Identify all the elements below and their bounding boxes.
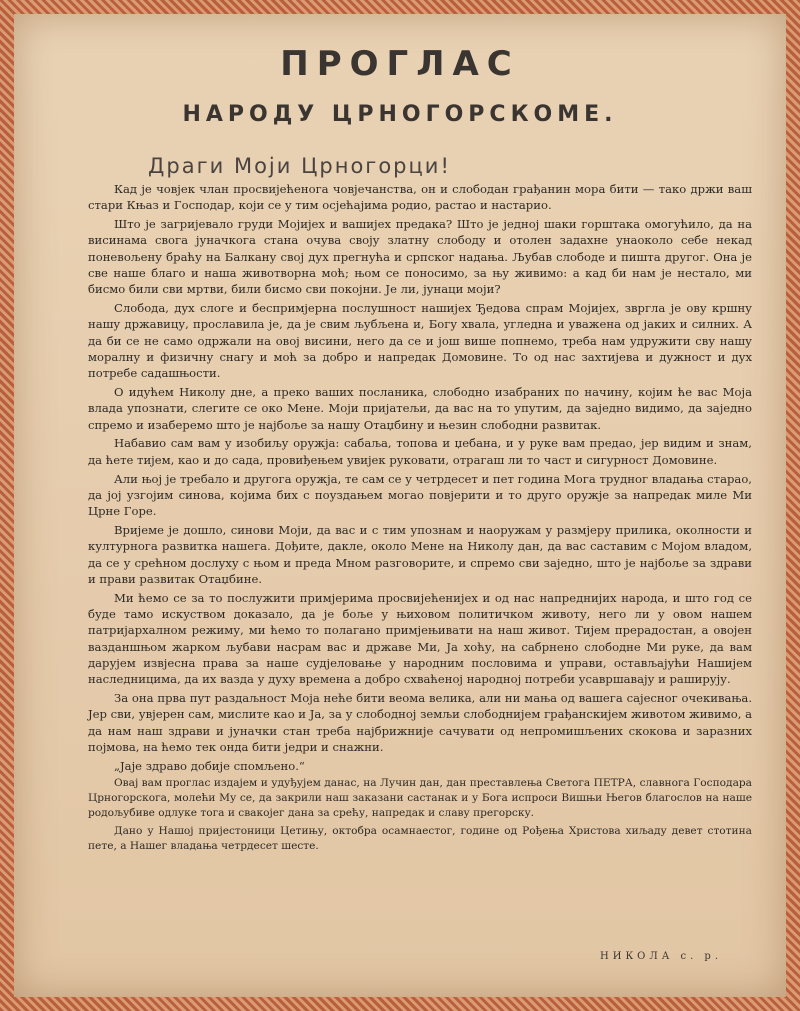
paragraph-6: Али њој је требало и другога оружја, те сам се у четрдесет и пет година Мога трудног владања старао, да јој узгојим синова, којима бих с поуздањем могао повјерити и то друго оружје за напредак миле Ми Црне Горе. (88, 471, 752, 519)
paragraph-2: Што је загријевало груди Мојијех и вашијех предака? Што је једној шаки горштака омогућило, да на висинама свога јуначкога стана очува своју златну слободу и отолен задахне унаоколо себе некад поневољену браћу на Балкану свој дух прегнућа и српског надања. Љубав слободе и пишта другог. Она је све наше благо и наша животворна моћ; њом се поносимо, за њу живимо: а кад би нам је нестало, ми бисмо били сви мртви, били бисмо сви покојни. Је ли, јунаци моји? (88, 217, 752, 297)
paragraph-7: Вријеме је дошло, синови Моји, да вас и с тим упознам и наоружам у размјеру прилика, околности и културнога развитка нашега. Дођите, дакле, около Мене на Николу дан, да вас саставим с Мојом владом, да се у срећном дослуху с њом и преда Мном разговорите, и спремо сви заједно, што је најбоље за здрави и прави развитак Отаџбине. (88, 522, 752, 586)
greeting-line: Драги Моји Црногорци! (148, 154, 451, 178)
closing-paragraph-2: Дано у Нашој пријестоници Цетињу, октобра осамнаестог, године од Рођења Христова хиљаду девет стотина пете, а Нашег владања четрдесет шесте. (88, 824, 752, 852)
paragraph-5: Набавио сам вам у изобиљу оружја: сабаља, топова и џебана, и у руке вам предао, јер видим и знам, да ћете тијем, као и до сада, провиђењем увијек руковати, отрагаш ли то част и сигурност Домовине. (88, 436, 752, 467)
paragraph-1: Кад је човјек члан просвијећенога човјечанства, он и слободан грађанин мора бити — тако држи ваш стари Књаз и Господар, који се у тим осјећајима родио, растао и настарио. (88, 182, 752, 213)
proverb-line: „Јаје здраво добије спомљено.“ (114, 758, 305, 773)
paragraph-8: Ми ћемо се за то послужити примјерима просвијећенијех и од нас напреднијих народа, и што год се буде тамо искуством доказало, да је боље у њиховом политичком животу, него ли у овом нашем патријархалном режиму, ми ћемо то полагано примјењивати на наш живот. Тијем прерадостан, а овојен вазданшњом жарком љубави насрам вас и државе Ми, Ја хоћу, на сабрнено слободне Ми руке, да вам дарујем извјесна права за наше судјеловање у народним пословима и управи, остављајући Нашијем наследницима, да их вазда у духу времена а добро схваћеној народној потреби усавршавају и раширују. (88, 590, 752, 687)
document-subtitle: НАРОДУ ЦРНОГОРСКОМЕ. (182, 102, 618, 127)
paragraph-4: О идућем Николу дне, а преко ваших посланика, слободно изабраних по начину, којим ће вас Моја влада упознати, слегите се око Мене. Моји пријатељи, да вас на то упутим, да заједно видимо, да заједно спремо и изаберемо што је најбоље за нашу Отаџбину и њезин слободни развитак. (88, 385, 752, 432)
paragraph-9: За она прва пут раздаљност Моја неће бити веома велика, али ни мања од вашега сајесног очекивања. Јер сви, увјерен сам, мислите као и Ја, за у слободној земљи слободнијем грађанскијем животом живимо, а да нам наш здрави и јуначки стан треба најбрижније сачувати од непромишљених скокова и заразних појмова, на ћемо тек онда бити једри и снажни. (88, 690, 752, 754)
proclamation-sheet (14, 14, 786, 997)
document-title: ПРОГЛАС (280, 44, 520, 84)
signature: НИКОЛА с. р. (600, 951, 723, 962)
proclamation-body (88, 181, 752, 856)
paragraph-3: Слобода, дух слоге и беспримјерна послушност нашијех Ђедова спрам Мојијех, звргла је ову кршну нашу државицу, прославила је, да је свим љубљена и, Богу хвала, угледна и уважена од јаких и силних. А да би се не само одржали на овој висини, него да се и још више попнемо, треба нам удружити сву нашу моралну и физичну снагу и моћ за добро и напредак Домовине. То од нас захтијева и дужност и дух потребе садашњости. (88, 301, 752, 381)
closing-paragraph-1: Овај вам проглас издајем и удуђујем данас, на Лучин дан, дан преставлења Светога ПЕТРА, славнога Господара Црногорскога, молећи Му се, да закрили наш заказани састанак и у Бога испроси Вишњи Његов благослов на наше родољубиве одлуке тога и свакојег дана за срећу, напредак и славу прегорску. (88, 777, 752, 820)
